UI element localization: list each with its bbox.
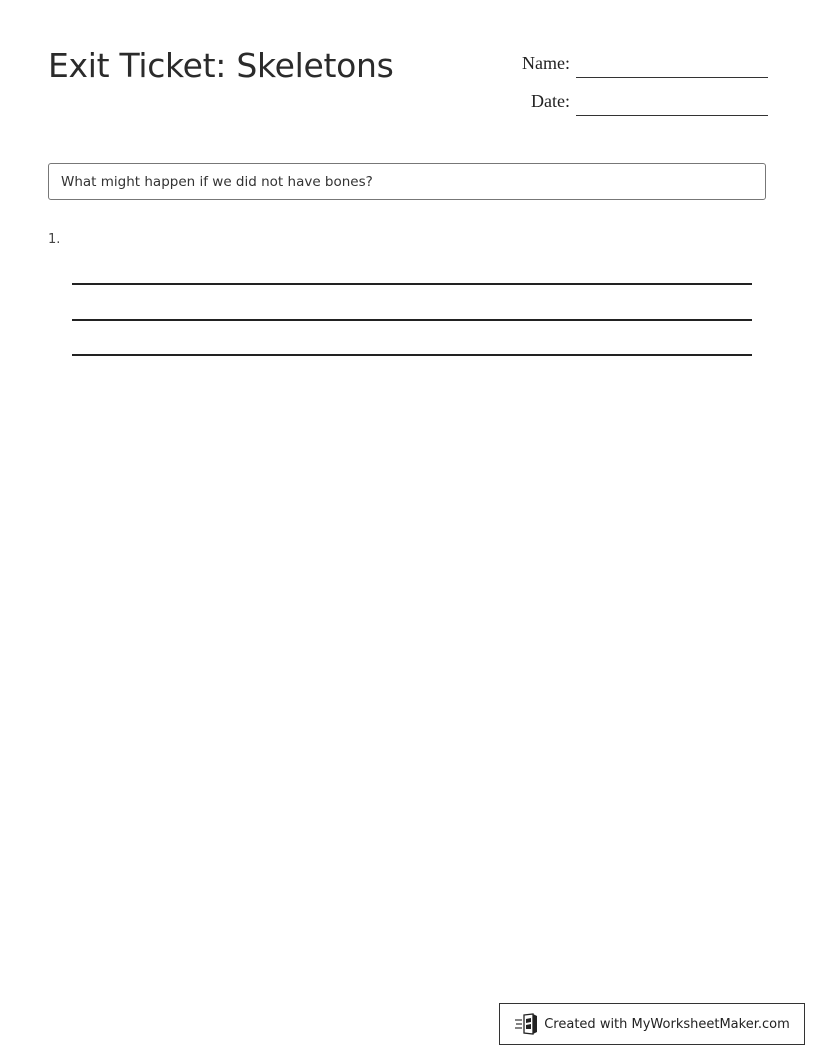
answer-line-1[interactable]: [72, 283, 752, 285]
date-field: [500, 86, 768, 116]
footer-badge[interactable]: [499, 1003, 805, 1045]
footer-text: Created with MyWorksheetMaker.com: [544, 1016, 790, 1032]
worksheet-maker-logo-icon: [514, 1013, 540, 1035]
date-label: Date:: [531, 91, 570, 111]
prompt-text: What might happen if we did not have bones?: [61, 173, 373, 190]
name-label: Name:: [522, 53, 570, 73]
page-title: Exit Ticket: Skeletons: [48, 46, 394, 85]
answer-line-3[interactable]: [72, 354, 752, 356]
answer-line-2[interactable]: [72, 319, 752, 321]
name-blank-line[interactable]: [576, 77, 768, 78]
name-field: [500, 48, 768, 78]
question-number: 1.: [48, 232, 61, 247]
prompt-box: [48, 163, 766, 200]
date-blank-line[interactable]: [576, 115, 768, 116]
